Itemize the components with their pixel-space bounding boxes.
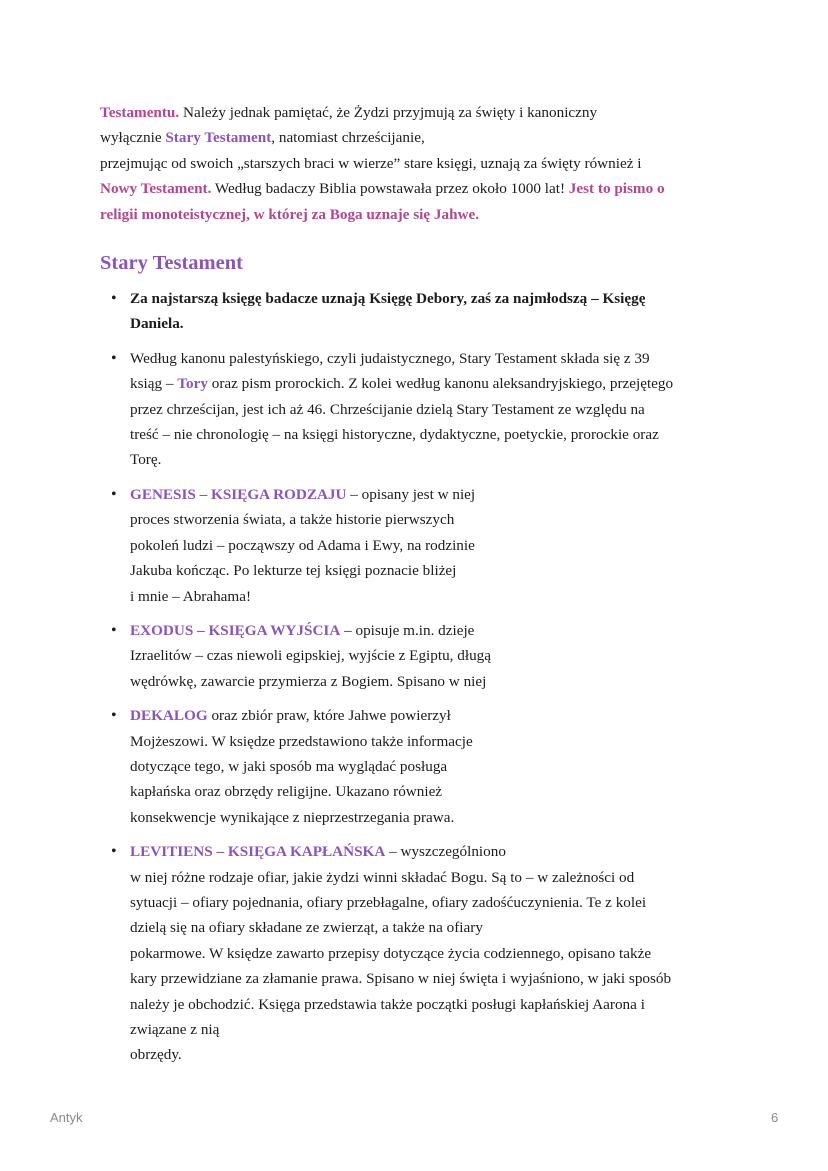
page-number: 6 bbox=[771, 1110, 779, 1125]
list-item bbox=[100, 618, 740, 694]
bullet-line: treść – nie chronologię – na księgi historyczne, dydaktyczne, poetyckie, prorockie oraz bbox=[130, 426, 659, 444]
highlight-term: Stary Testament bbox=[165, 129, 272, 147]
bullet-line: pokoleń ludzi – począwszy od Adama i Ewy, na rodzinie bbox=[130, 536, 475, 554]
book-title: EXODUS – KSIĘGA WYJŚCIA bbox=[130, 621, 341, 639]
bullet-line: sytuacji – ofiary pojednania, ofiary przebłagalne, ofiary zadośćuczynienia. Te z kolei bbox=[130, 893, 647, 911]
highlight-term: Nowy Testament. bbox=[100, 180, 212, 198]
page-content bbox=[100, 100, 740, 1077]
book-title: DEKALOG bbox=[130, 707, 208, 725]
bullet-line bbox=[130, 839, 740, 864]
highlight-term: Tory bbox=[177, 375, 208, 393]
bullet-line bbox=[130, 482, 740, 507]
list-item bbox=[100, 703, 740, 830]
text: ksiąg – bbox=[130, 375, 178, 393]
text: wyłącznie bbox=[100, 129, 166, 147]
text: – wyszczególniono bbox=[385, 843, 506, 861]
list-item bbox=[100, 346, 740, 473]
bullet-line: Izraelitów – czas niewoli egipskiej, wyjście z Egiptu, długą bbox=[130, 647, 492, 665]
text: , natomiast chrześcijanie, bbox=[271, 129, 425, 147]
intro-line bbox=[100, 125, 740, 150]
intro-line: przejmując od swoich „starszych braci w wierze” stare księgi, uznają za święty również i bbox=[100, 154, 642, 172]
bullet-line: Mojżeszowi. W księdze przedstawiono także informacje bbox=[130, 732, 473, 750]
bullet-line bbox=[130, 618, 740, 643]
bullet-line: pokarmowe. W księdze zawarto przepisy dotyczące życia codziennego, opisano także bbox=[130, 944, 652, 962]
intro-line: religii monoteistycznej, w której za Boga uznaje się Jahwe. bbox=[100, 205, 480, 223]
bullet-line: dzielą się na ofiary składane ze zwierząt, a także na ofiary bbox=[130, 919, 483, 937]
bullet-line: i mnie – Abrahama! bbox=[130, 587, 252, 605]
list-item bbox=[100, 839, 740, 1068]
bullet-line: związane z nią bbox=[130, 1021, 220, 1038]
bullet-line: obrzędy. bbox=[130, 1046, 182, 1064]
text: oraz zbiór praw, które Jahwe powierzył bbox=[207, 707, 451, 725]
bullet-line: kapłańska oraz obrzędy religijne. Ukazano również bbox=[130, 783, 443, 801]
book-title: LEVITIENS – KSIĘGA KAPŁAŃSKA bbox=[130, 843, 386, 861]
footer-title: Antyk bbox=[50, 1110, 83, 1125]
bullet-line: w niej różne rodzaje ofiar, jakie żydzi winni składać Bogu. Są to – w zależności od bbox=[130, 868, 635, 886]
highlight-term: Testamentu. bbox=[100, 104, 180, 121]
text: – opisany jest w niej bbox=[346, 485, 476, 503]
bullet-line: • Za najstarszą księgę badacze uznają Księgę Debory, zaś za najmłodszą – Księgę bbox=[130, 290, 646, 308]
bullet-line: dotyczące tego, w jaki sposób ma wyglądać posługa bbox=[130, 757, 448, 775]
bullet-line: Torę. bbox=[130, 451, 162, 469]
bullet-line bbox=[130, 703, 740, 728]
bullet-line: konsekwencje wynikające z nieprzestrzegania prawa. bbox=[130, 808, 455, 826]
intro-line bbox=[100, 176, 740, 201]
bullet-line: • Według kanonu palestyńskiego, czyli judaistycznego, Stary Testament składa się z 39 bbox=[130, 349, 650, 367]
bullet-line: kary przewidziane za złamanie prawa. Spisano w niej święta i wyjaśniono, w jaki sposób bbox=[130, 970, 672, 988]
bullet-line: Jakuba kończąc. Po lekturze tej księgi poznacie bliżej bbox=[130, 562, 457, 580]
highlight-text: Jest to pismo o bbox=[568, 180, 665, 198]
text: oraz pism prorockich. Z kolei według kanonu aleksandryjskiego, przejętego bbox=[207, 375, 674, 393]
bullet-line: wędrówkę, zawarcie przymierza z Bogiem. Spisano w niej bbox=[130, 672, 487, 690]
list-item bbox=[100, 286, 740, 337]
intro-paragraph bbox=[100, 100, 740, 227]
book-title: GENESIS – KSIĘGA RODZAJU bbox=[130, 485, 347, 503]
text: – opisuje m.in. dzieje bbox=[340, 621, 475, 639]
bullet-list bbox=[100, 286, 740, 1068]
intro-line bbox=[100, 100, 740, 125]
bullet-line: Daniela. bbox=[130, 315, 184, 333]
section-title: Stary Testament bbox=[100, 252, 243, 275]
text: Według badaczy Biblia powstawała przez około 1000 lat! bbox=[211, 180, 569, 198]
bullet-line: należy je obchodzić. Księga przedstawia także początki posługi kapłańskiej Aarona i bbox=[130, 995, 645, 1013]
list-item bbox=[100, 482, 740, 609]
bullet-line: proces stworzenia świata, a także historie pierwszych bbox=[130, 511, 455, 529]
bullet-line: przez chrześcijan, jest ich aż 46. Chrześcijanie dzielą Stary Testament ze względu na bbox=[130, 400, 645, 418]
text: Należy jednak pamiętać, że Żydzi przyjmują za święty i kanoniczny bbox=[179, 104, 598, 121]
bullet-line bbox=[130, 371, 740, 396]
